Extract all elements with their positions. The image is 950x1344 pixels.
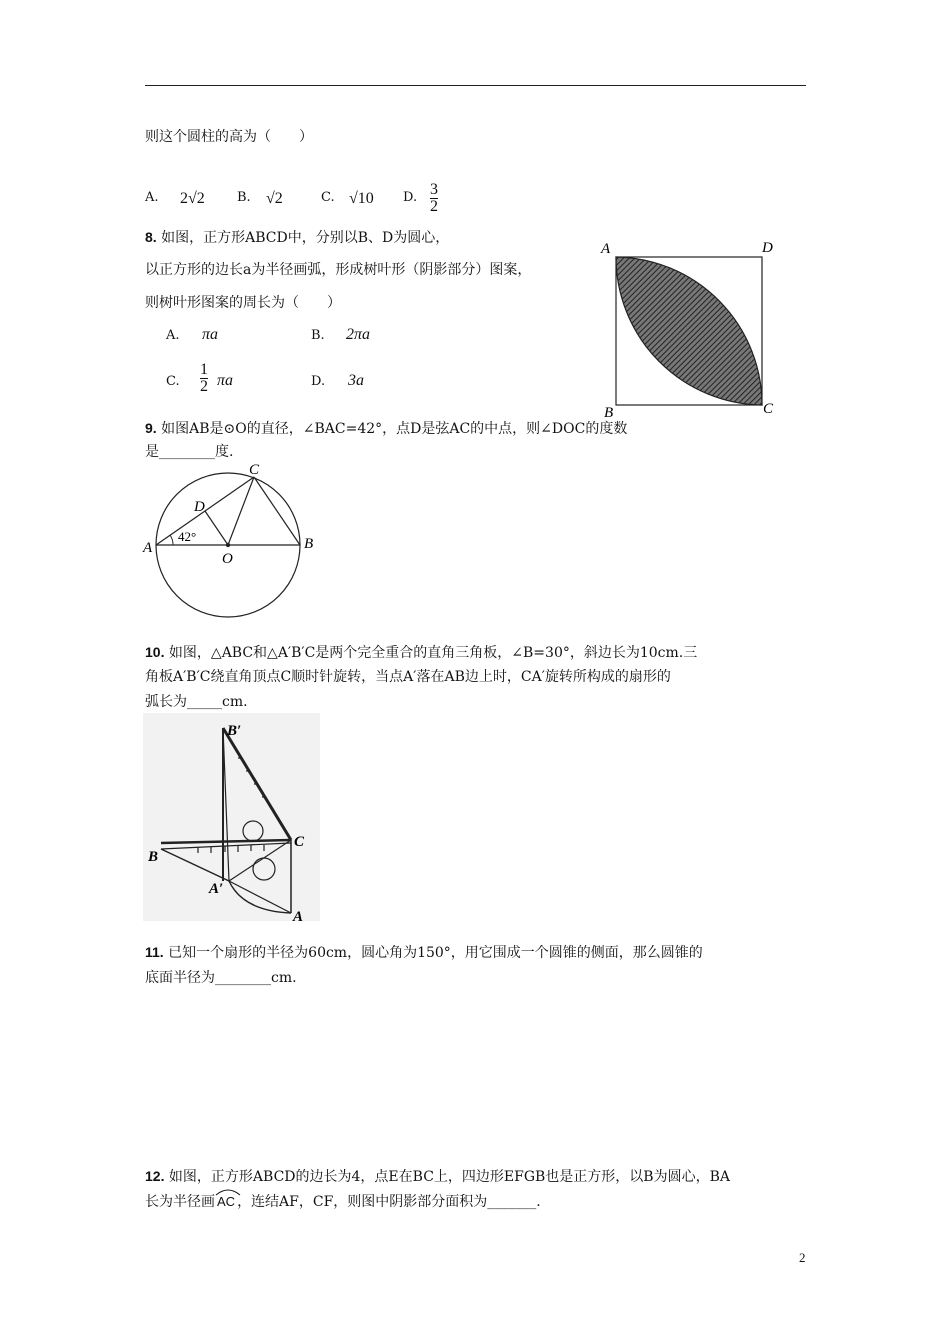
q10-line1-text: 如图，△ABC和△A′B′C是两个完全重合的直角三角板，∠B=30°，斜边长为10cm.三 [168, 645, 698, 661]
q8-leaf-shaded-region [616, 257, 762, 405]
q12-arc-mark [215, 1188, 241, 1196]
q8-option-a-key: A. [166, 328, 180, 343]
q7-option-d-numerator: 3 [430, 181, 438, 198]
q7-option-b-value: √2 [266, 190, 283, 207]
q9-center-point [226, 543, 230, 547]
q7-options [145, 182, 465, 222]
q8-option-c-denominator: 2 [200, 378, 208, 395]
q9-line1-text: 如图AB是⊙O的直径，∠BAC=42°，点D是弦AC的中点，则∠DOC的度数 [161, 421, 628, 437]
q10-label-b: B [148, 849, 159, 865]
q9-label-a: A [143, 540, 153, 556]
header-rule [145, 85, 806, 86]
q9-line2: 是________度. [145, 444, 234, 460]
q8-option-c-numerator: 1 [200, 361, 208, 378]
q8-number: 8. [145, 229, 157, 245]
q10-line1 [145, 640, 697, 665]
q7-option-d-fraction [430, 182, 438, 215]
q7-option-c-value: √10 [349, 190, 374, 207]
q8-option-c-fraction [200, 362, 208, 395]
q10-number: 10. [145, 644, 165, 660]
q8-option-d-key: D. [311, 374, 326, 389]
q8-option-a-value: πa [202, 326, 219, 343]
q9-line1 [145, 416, 627, 441]
q8-label-d: D [762, 240, 773, 256]
q11-number: 11. [145, 944, 164, 960]
q8-line3: 则树叶形图案的周长为（ ） [145, 295, 341, 311]
q9-segment-oc [228, 477, 254, 545]
q12-line1 [145, 1164, 730, 1189]
q12-line2-prefix: 长为半径画 [145, 1194, 215, 1210]
q8-option-c-key: C. [166, 374, 180, 389]
q9-label-b: B [304, 536, 314, 552]
q8-option-b-value: 2πa [346, 326, 371, 343]
q12-line2 [145, 1190, 541, 1214]
q11-line1 [145, 940, 703, 965]
q9-angle-label: 42° [178, 529, 197, 544]
q12-number: 12. [145, 1168, 165, 1184]
page-number: 2 [799, 1250, 806, 1265]
q8-line1-text: 如图，正方形ABCD中，分别以B、D为圆心， [161, 230, 450, 246]
q7-option-a-key: A. [145, 190, 159, 205]
q8-label-c: C [763, 401, 774, 417]
q10-triangle-figure [143, 713, 320, 921]
q10-line3: 弧长为_____cm. [145, 694, 248, 710]
q8-leaf-figure [595, 235, 795, 420]
q8-line2: 以正方形的边长a为半径画弧，形成树叶形（阴影部分）图案， [145, 262, 532, 278]
q8-option-c-value: πa [217, 372, 234, 389]
q8-line1 [145, 225, 449, 250]
q10-label-a-prime: A′ [209, 881, 224, 897]
q9-number: 9. [145, 420, 157, 436]
q7-option-a-value: 2√2 [180, 190, 205, 207]
q10-label-c: C [294, 834, 305, 850]
q8-option-d-value: 3a [348, 372, 364, 389]
q12-line1-text: 如图，正方形ABCD的边长为4，点E在BC上，四边形EFGB也是正方形，以B为圆心，BA [168, 1169, 730, 1185]
q7-option-d-key: D. [403, 190, 418, 205]
q12-arc-label: AC [217, 1194, 236, 1209]
q9-segment-od [205, 511, 228, 545]
q9-circle-figure [140, 460, 330, 620]
q9-label-c: C [249, 462, 260, 478]
q7-option-d-denominator: 2 [430, 198, 438, 215]
q7-option-c-key: C. [321, 190, 335, 205]
q12-line2-suffix: ，连结AF，CF，则图中阴影部分面积为_______. [237, 1194, 541, 1210]
q8-option-b-key: B. [311, 328, 325, 343]
q9-label-o: O [222, 551, 233, 567]
q7-stem: 则这个圆柱的高为（ ） [145, 129, 313, 145]
q10-label-b-prime: B′ [227, 723, 242, 739]
q9-label-d: D [194, 499, 205, 515]
q9-chord-bc [254, 477, 300, 545]
q9-angle-arc [170, 535, 173, 545]
q11-line2: 底面半径为________cm. [145, 970, 297, 986]
q11-line1-text: 已知一个扇形的半径为60cm，圆心角为150°，用它围成一个圆锥的侧面，那么圆锥的 [168, 945, 703, 961]
q10-line2: 角板A′B′C绕直角顶点C顺时针旋转，当点A′落在AB边上时，CA′旋转所构成的扇形的 [145, 669, 671, 685]
q10-label-a: A [293, 909, 304, 921]
q12-arc-symbol [215, 1190, 237, 1214]
q8-label-a: A [601, 241, 611, 257]
q7-option-b-key: B. [237, 190, 251, 205]
q8-label-b: B [604, 405, 614, 420]
